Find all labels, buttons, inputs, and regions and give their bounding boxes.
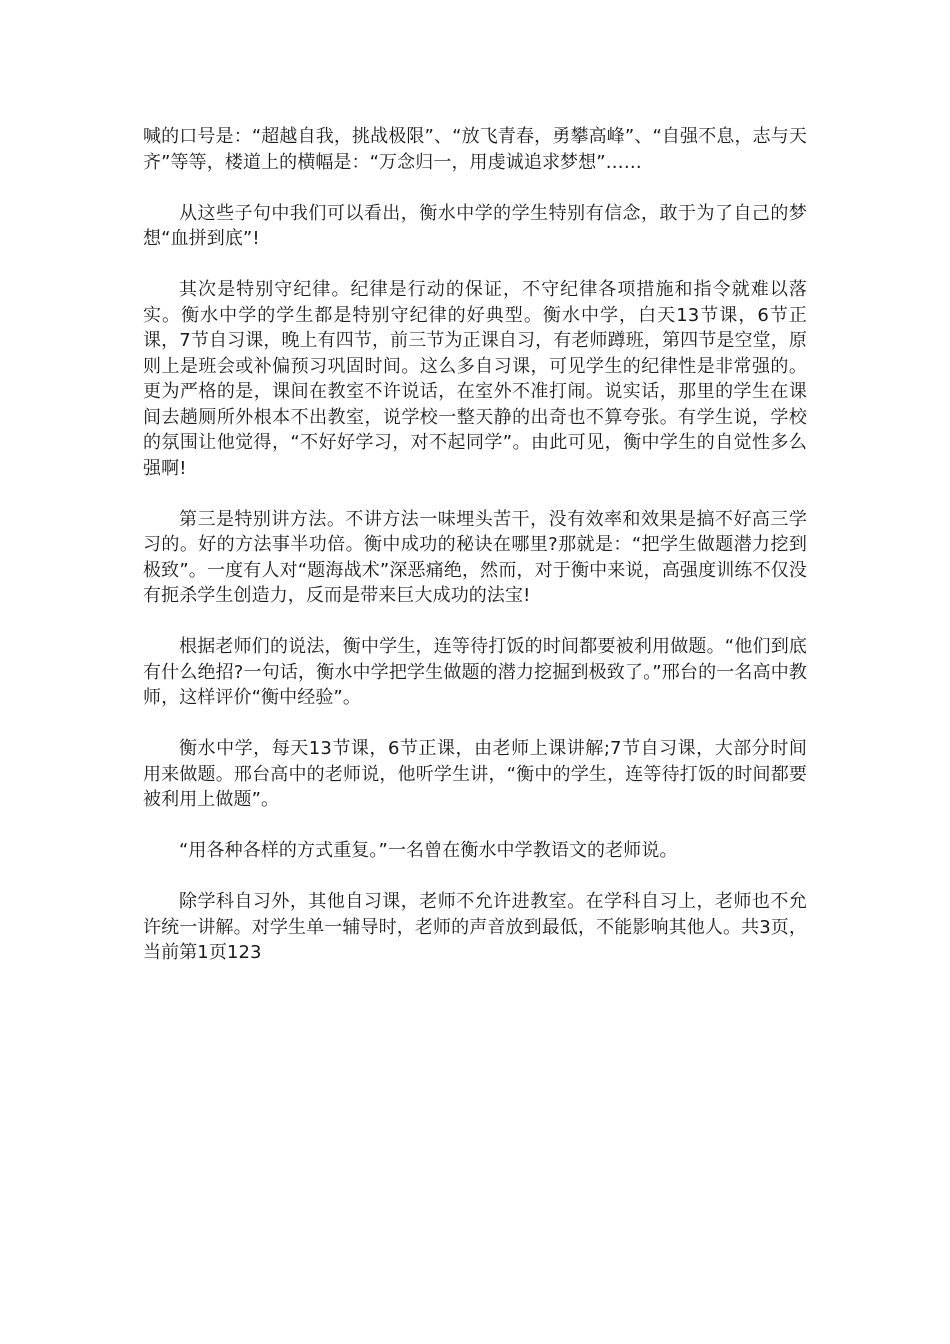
paragraph-repetition: “用各种各样的方式重复。”一名曾在衡水中学教语文的老师说。 bbox=[179, 840, 678, 861]
paragraph-belief: 从这些子句中我们可以看出，衡水中学的学生特别有信念，敢于为了自己的梦想“血拼到底”! bbox=[143, 202, 807, 249]
paragraph-discipline: 其次是特别守纪律。纪律是行动的保证，不守纪律各项措施和指令就难以落实。衡水中学的学生都是特别守纪律的好典型。衡水中学，白天13节课，6节正课，7节自习课，晚上有四节，前三节为正课自习，有老师蹲班，第四节是空堂，原则上是班会或补偏预习巩固时间。这么多自习课，可见学生的纪律性是非常强的。更为严格的是，课间在教室不许说话，在室外不准打闹。说实话，那里的学生在课间去趟厕所外根本不出教室，说学校一整天静的出奇也不算夸张。有学生说，学校的氛围让他觉得，“不好好学习，对不起同学”。由此可见，衡中学生的自觉性多么强啊! bbox=[143, 279, 807, 479]
paragraph-schedule: 衡水中学，每天13节课，6节正课，由老师上课讲解;7节自习课，大部分时间用来做题。邢台高中的老师说，他听学生讲，“衡中的学生，连等待打饭的时间都要被利用上做题”。 bbox=[143, 738, 807, 810]
paragraph-method: 第三是特别讲方法。不讲方法一味埋头苦干，没有效率和效果是搞不好高三学习的。好的方法事半功倍。衡中成功的秘诀在哪里?那就是：“把学生做题潜力挖到极致”。一度有人对“题海战术”深恶痛绝，然而，对于衡中来说，高强度训练不仅没有扼杀学生创造力，反而是带来巨大成功的法宝! bbox=[143, 508, 807, 606]
document-body bbox=[143, 124, 807, 991]
paragraph-teacher-quote: 根据老师们的说法，衡中学生，连等待打饭的时间都要被利用做题。“他们到底有什么绝招?一句话，衡水中学把学生做题的潜力挖掘到极致了。”邢台的一名高中教师，这样评价“衡中经验”。 bbox=[143, 636, 807, 708]
paragraph-self-study: 除学科自习外，其他自习课，老师不允许进教室。在学科自习上，老师也不允许统一讲解。对学生单一辅导时，老师的声音放到最低，不能影响其他人。共3页，当前第1页123 bbox=[143, 891, 807, 963]
paragraph-slogans: 喊的口号是：“超越自我，挑战极限”、“放飞青春，勇攀高峰”、“自强不息，志与天齐”等等，楼道上的横幅是：“万念归一，用虔诚追求梦想”…… bbox=[143, 126, 807, 173]
